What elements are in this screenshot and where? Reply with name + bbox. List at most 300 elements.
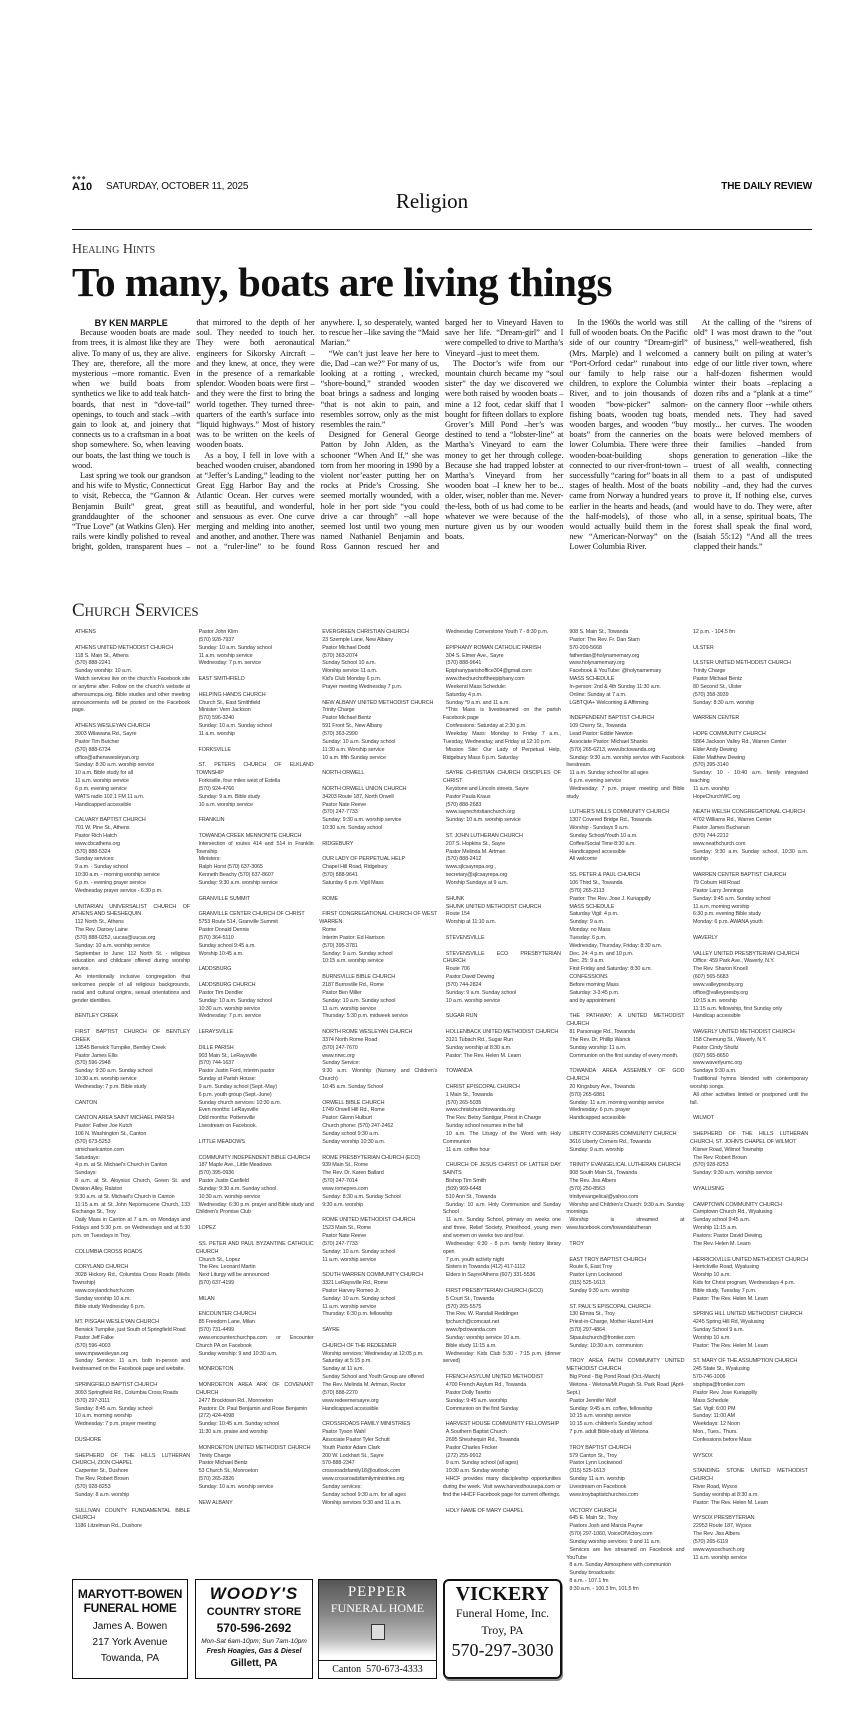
listing-line: Sisters in Towanda (412) 417-1112 — [445, 1264, 526, 1271]
listing-line: Communion on the first Sunday — [445, 1405, 519, 1412]
church-listing — [72, 1453, 190, 1500]
listing-line: (570) 395-3781 — [322, 942, 358, 949]
listing-line: (570) 363-2990 — [322, 730, 358, 737]
church-name: SS. PETER AND PAUL BYZANTINE CATHOLIC CHURCH — [195, 1240, 314, 1255]
listing-line: Route 154 — [445, 911, 470, 918]
listing-line: 10:15 a.m. worship service — [569, 1413, 631, 1420]
listing-line: Wednesday: 7 p.m. prayer meeting and Bible study — [566, 785, 685, 800]
listing-line: Sunday: 8:30 a.m. worship — [693, 699, 755, 706]
listing-line: (570) 395-3140 — [693, 762, 729, 769]
listing-line: Sunday school 9:30 a.m. for all ages — [322, 1491, 406, 1498]
listing-line: WATS radio 102.1 FM 11 a.m. — [75, 793, 145, 800]
church-name: Pastor John Klim — [198, 629, 238, 635]
listing-line: trinityevangelical@yahoo.com — [569, 1193, 639, 1200]
listing-line: (570) 673-5253 — [75, 1138, 111, 1145]
church-listing — [196, 762, 314, 809]
listing-line: office@athenswesleyan.org — [75, 754, 139, 761]
listing-line: 10:30 a.m. - morning worship service — [75, 872, 160, 879]
church-name: BURNSVILLE BIBLE CHURCH — [322, 974, 396, 981]
listing-line: Worship Sundays at 9 a.m. — [445, 880, 508, 886]
listing-line: 85 Freedom Lane, Milan — [198, 1319, 255, 1326]
listing-line: Sunday School 9 a.m. — [693, 1327, 744, 1334]
listing-line: (570) 888-5324 — [75, 848, 111, 855]
church-listing — [566, 715, 684, 801]
listing-line: Sunday: 9:30 a.m. Sunday school, 10:30 a.m. worship — [690, 848, 808, 863]
listing-line: www.encounterchurchpa.com or Encounter Church PA on Facebook — [195, 1334, 314, 1349]
directory-column — [319, 629, 437, 1515]
listing-line: Bible study, Tuesday 7 p.m. — [693, 1287, 757, 1294]
listing-line: (570) 928-8253 — [75, 1483, 111, 1490]
listing-line: Herrickville Road, Wyalusing — [693, 1264, 759, 1271]
listing-line: Sunday worship services: 9 and 11 a.m. — [569, 1538, 661, 1545]
listing-line: and by appointment — [569, 997, 615, 1004]
listing-line: Sunday School 10 a.m. — [322, 660, 376, 667]
listing-line: www.troybaptistchurches.com — [569, 1491, 638, 1498]
listing-line: The Rev. Leonard Martin — [198, 1264, 256, 1271]
listing-line: Pastor Ben Miller — [322, 989, 362, 996]
church-listing — [566, 1162, 684, 1233]
byline: BY KEN MARPLE — [94, 318, 168, 328]
listing-line: Sundays: — [75, 1170, 97, 1177]
directory-town-heading: WARREN CENTER — [693, 715, 740, 722]
listing-line: stsphipa@frontier.com — [693, 1382, 745, 1388]
listing-line: 645 E. Main St., Troy — [569, 1515, 618, 1522]
listing-line: 1186 Litzelman Rd., Dushore — [75, 1523, 142, 1530]
listing-line: Saturday: 3-3:45 p.m. — [569, 989, 620, 996]
listing-line: Thursday: 5:30 p.m. midweek service — [322, 1013, 408, 1020]
listing-line: (570) 888-2241 — [75, 660, 111, 667]
church-name: CROSSROADS FAMILY MINISTRIES — [322, 1421, 411, 1428]
listing-line: (570) 265-6119 — [693, 1538, 729, 1545]
directory-town-heading: MILAN — [198, 1295, 215, 1302]
listing-line: Sunday: 9 a.m. Sunday school — [322, 950, 393, 957]
listing-line: (570) 888-9641 — [445, 660, 482, 667]
listing-line: 2695 Sheshequin Rd., Towanda — [445, 1436, 520, 1443]
listing-line: (570) 247-7733 — [322, 1240, 358, 1247]
listing-line: (570) 637-4199 — [198, 1280, 235, 1287]
listing-line: Worship services 9:30 and 11 a.m. — [322, 1499, 402, 1506]
listing-line: (570) 265-2113 — [569, 887, 605, 894]
listing-line: Camptown Church Rd., Wyalusing — [693, 1209, 773, 1216]
listing-line: Kids for Christ program, Wednesdays 4 p.m. — [693, 1280, 795, 1287]
issue-date: SATURDAY, OCTOBER 11, 2025 — [106, 181, 249, 192]
ad-city: Gillett, PA — [230, 1658, 278, 1669]
article-paragraph: The Doctor’s wife from our mountain church became my “soul sister” the day we discovered we were both raised by wooden boats –mine a 12 foot, cedar skiff that I bought for fifteen dollars to explore Grover’s Mill Pond –her’s was destined to tend a “lobster-line” at Martha’s Vineyard to earn the money to get her through college. Because she had trapped lobster at Martha’s Vineyard from her wooden boat –I knew her to be... older, wiser, nobler than me. Never-the-less, both of us had come to be whatever we were because of the nurture given us by our wooden boats. — [444, 358, 564, 542]
listing-line: 6 p.m. youth group (Sept.-June) — [198, 1091, 272, 1098]
church-listing — [196, 982, 314, 1021]
church-name: HERRICKVILLE UNITED METHODIST CHURCH — [693, 1256, 808, 1263]
listing-line: A Southern Baptist Church — [445, 1429, 507, 1436]
listing-line: www.nrwc.org — [322, 1052, 355, 1059]
listing-line: 4 p.m. at St. Michael's Church in Canton — [75, 1162, 168, 1169]
listing-line: Saturday Vigil: 4 p.m. — [569, 911, 619, 918]
listing-line: (570) 364-5110 — [198, 934, 234, 941]
listing-line: 187 Maple Ave., Little Meadows — [198, 1162, 272, 1169]
church-listing — [319, 700, 437, 763]
listing-line: Dec. 25: 9 a.m. — [569, 958, 605, 965]
listing-line: 6 p.m. - evening prayer service — [75, 880, 146, 886]
church-listing — [690, 660, 808, 707]
listing-line: Sunday: 10 a.m. worship service — [75, 942, 150, 949]
church-listing — [690, 809, 808, 864]
listing-line: 79 Coburn Hill Road — [693, 880, 740, 886]
church-listing — [690, 1358, 808, 1444]
listing-line: 570-209-5668 — [569, 644, 602, 651]
ad-name: WOODY'S — [209, 1584, 299, 1603]
listing-line: Wetona - Wetona/Mt.Pisgah St. Park Road (April-Sept.) — [566, 1382, 685, 1396]
church-name: ULSTER UNITED METHODIST CHURCH — [693, 660, 791, 667]
church-name: WYSOX PRESBYTERIAN — [693, 1515, 755, 1522]
ad-vickery-funeral-home — [443, 1579, 562, 1679]
listing-line: 1 Main St., Towanda — [445, 1091, 493, 1098]
church-listing — [566, 1131, 684, 1155]
church-listing — [566, 809, 684, 864]
article-paragraph: In the 1960s the world was still full of wooden boats. On the Pacific side of our country “Dream-girl” (Mrs. Marple) and I welcomed a “Port-Orford cedar” runabout into our family to help raise our children, to explore the Columbia River, and to join thousands of wooden “bow-picker” salmon-fishing boats, wooden tug boats, wooden barges, and wooden “buy boats” from the canneries on the lower Columbia. There were three wooden-boat-building shops connected to our river-front-town –successfully “caring for” boats in all stages of health. Most of the boats came from Norway a hundred years earlier in the hearts and heads, (and the half-models), of those who would actually build them in the new “American-Norway” on the Lower Columbia River. — [569, 318, 688, 552]
listing-line: Elders in Sayre/Athens (607) 331-5536 — [445, 1272, 536, 1279]
listing-line: 591 Front St., New Albany — [322, 723, 383, 730]
directory-town-heading: SUGAR RUN — [445, 1013, 478, 1020]
listing-line: 2477 Brocktown Rd., Monroeton — [198, 1397, 274, 1404]
listing-line: Pastor Justin Ford, interim pastor — [198, 1068, 275, 1075]
article-headline: To many, boats are living things — [72, 259, 612, 305]
listing-line: 53 Church St., Monroeton — [198, 1468, 258, 1475]
listing-line: 10:30 a.m. worship service — [198, 1005, 261, 1012]
listing-line: The Rev. Melinda M. Artman, Rector — [322, 1382, 406, 1388]
church-name: LIBERTY CORNERS COMMUNITY CHURCH — [569, 1131, 677, 1137]
listing-line: 10 a.m. worship service — [445, 997, 501, 1004]
listing-line: The Rev. Helen M. Learn — [693, 1240, 751, 1247]
church-name: TROY AREA FAITH COMMUNITY UNITED METHODIST CHURCH — [566, 1358, 685, 1373]
listing-line: 10:30 a.m. Sunday school — [322, 825, 383, 832]
church-name: ATHENS WESLEYAN CHURCH — [75, 723, 151, 730]
church-name: CHURCH OF THE REDEEMER — [322, 1342, 397, 1349]
listing-line: 130 Elmira St., Troy — [569, 1311, 615, 1318]
listing-line: 10:15 a.m. worship service — [322, 958, 384, 965]
listing-line: Sundays 9:30 a.m. — [693, 1068, 737, 1075]
listing-line: Worship 10 a.m. — [693, 1334, 731, 1341]
listing-line: 7 p.m. youth activity night — [445, 1256, 504, 1263]
listing-line: Sunday: 9:30 a.m. worship service — [198, 880, 278, 886]
listing-line: 80 Second St., Ulster — [693, 683, 742, 690]
church-listing — [72, 723, 190, 809]
directory-town-heading: STEVENSVILLE — [445, 934, 485, 941]
church-name: SHUNK — [445, 895, 465, 902]
listing-line: 11:30 a.m. Worship service — [322, 746, 385, 753]
church-name: ORWELL BIBLE CHURCH — [322, 1099, 385, 1106]
listing-line: (570) 265-6213, www.ibctowanda.org — [569, 746, 656, 753]
listing-line: Pastor Harvey Romeo Jr. — [322, 1287, 381, 1294]
church-name: NORTH ROME WESLEYAN CHURCH — [322, 1029, 413, 1036]
listing-line: 11 a.m. worship service — [693, 1554, 747, 1561]
listing-line: Pastor Paula Kraus — [445, 793, 491, 800]
directory-town-heading: ULSTER — [693, 644, 714, 651]
listing-line: *This Mass is livestreamed on the parish Facebook page — [442, 707, 561, 722]
listing-line: (570) 744-1637 — [198, 1060, 235, 1067]
article-paragraph: “We can’t just leave her here to die, Dad –can we?” For many of us, looking at a rotting , wrecked, “shore-bound,” stranded wooden boat brings a sadness and longing “that is not akin to pain, and resembles sorrow, only as the mist resembles the rain.” — [320, 348, 439, 430]
church-name: CANTON AREA SAINT MICHAEL PARISH — [75, 1115, 174, 1122]
listing-line: MASS SCHEDULE — [569, 903, 615, 910]
ad-phone: 570-596-2692 — [216, 1621, 292, 1635]
listing-line: Pastor David Dewing — [445, 974, 495, 981]
church-listing — [319, 1217, 437, 1264]
listing-line: (570) 924-4766 — [198, 785, 235, 792]
ad-city: Towanda, PA — [100, 1653, 160, 1664]
church-listing — [443, 833, 561, 888]
church-name: HARVEST HOUSE COMMUNITY FELLOWSHIP — [445, 1421, 560, 1428]
listing-line: The Rev. Robert Brown — [693, 1154, 747, 1161]
listing-line: 3093 Springfield Rd., Columbia Cross Roads — [75, 1389, 179, 1396]
listing-line: LGBTQIA+ Welcoming & Affirming — [569, 699, 649, 706]
listing-line: Sat. Vigil: 6:00 PM — [693, 1405, 736, 1412]
listing-line: Sunday: 10 a.m. worship service — [198, 1483, 274, 1490]
directory-town-heading: LADDSBURG — [198, 966, 232, 973]
church-listing — [72, 1029, 190, 1092]
listing-line: Pastor: The Rev. Fr. Dan Stam — [569, 636, 640, 643]
listing-line: Daily Mass in Canton at 7 a.m. on Mondays and Fridays and 5:30 p.m. on Wednesdays and at 5:30 p.m. on Tuesdays in Troy. — [72, 1217, 190, 1239]
church-listing — [196, 1045, 314, 1131]
church-listing — [443, 1162, 561, 1280]
listing-line: (570) 265-6881 — [569, 1091, 605, 1098]
directory-town-heading: RIDGEBURY — [322, 840, 354, 847]
listing-line: 8 a.m. - 107.1 fm — [569, 1578, 609, 1585]
listing-line: 106 N. Washington St., Canton — [75, 1131, 147, 1137]
listing-line: (570) 731-4499 — [198, 1327, 235, 1334]
church-listing — [196, 1155, 314, 1218]
church-name: CHURCH OF JESUS CHRIST OF LATTER DAY SAINTS — [442, 1162, 561, 1177]
listing-line: 106 Third St., Towanda — [569, 880, 623, 886]
church-listing — [319, 911, 437, 966]
listing-line: Handicapped accessible — [569, 1115, 626, 1122]
listing-line: Thursday: 6:30 p.m. fellowship — [322, 1311, 393, 1318]
listing-line: Sunday: 9:30 a.m. worship service — [693, 1170, 773, 1177]
listing-line: Pastor Michael Bentz — [198, 1460, 248, 1467]
listing-line: Sunday Service: 11 a.m. both in-person and livestreamed on the Facebook page and website. — [72, 1358, 190, 1373]
listing-line: Wednesday: 7 p.m. prayer meeting — [75, 1421, 156, 1428]
listing-line: Trinity Charge — [322, 707, 355, 714]
church-listing — [443, 1508, 561, 1516]
church-listing — [196, 1241, 314, 1288]
listing-line: Pastor Lynn Lockwood — [569, 1272, 622, 1279]
listing-line: Odd months: Pottersville — [198, 1115, 255, 1122]
listing-line: (570) 888-2270 — [322, 1389, 358, 1396]
church-name: EPIPHANY ROMAN CATHOLIC PARISH — [445, 644, 542, 651]
listing-line: Church St., Lopez — [198, 1256, 241, 1263]
listing-line: 11 a.m. coffee hour — [445, 1146, 490, 1153]
listing-line: 4700 French Asylum Rd., Towanda — [445, 1382, 527, 1388]
directory-town-heading: GRANVILLE SUMMIT — [198, 895, 251, 902]
church-listing — [72, 1319, 190, 1374]
church-listing — [319, 1421, 437, 1507]
listing-line: Sunday School/Youth 10 a.m. — [569, 832, 638, 839]
church-name: 12 p.m. - 104.5 fm — [693, 629, 735, 635]
church-listing — [443, 770, 561, 825]
church-name: LADDSBURG CHURCH — [198, 981, 256, 988]
listing-line: 10 a.m. Bible study for all — [75, 770, 133, 777]
listing-line: Pastor Nate Reeve — [322, 1232, 367, 1239]
church-listing — [566, 1508, 684, 1594]
listing-line: 3121 Tubach Rd., Sugar Run — [445, 1036, 514, 1043]
listing-line: 10:30 a.m. worship service — [75, 1076, 137, 1083]
tree-logo-icon — [371, 1624, 385, 1640]
church-name: Wednesday Cornerstone Youth 7 - 8:30 p.m. — [445, 629, 548, 635]
listing-line: (570) 928-7937 — [198, 636, 235, 643]
listing-line: Pastor Cindy Shultz — [693, 1044, 739, 1051]
listing-line: Weekday Mass: Monday to Friday 7 a.m., Tuesday, Wednesday, and Friday at 12:10 p.m. — [442, 730, 561, 745]
listing-line: Sunday at 11 a.m. — [322, 1366, 364, 1373]
listing-line: Sunday worship 10:30 a.m. — [322, 1138, 386, 1145]
church-name: ST. MARY OF THE ASSUMPTION CHURCH — [693, 1358, 798, 1365]
church-name: HOLLENBACK UNITED METHODIST CHURCH — [445, 1029, 559, 1036]
directory-town-heading: LITTLE MEADOWS — [198, 1138, 245, 1145]
listing-line: The Rev. Jiss Albers — [693, 1531, 740, 1538]
listing-line: 11 a.m. worship service — [75, 778, 129, 785]
directory-town-heading: CANTON — [75, 1099, 98, 1106]
church-name: FIRST CONGREGATIONAL CHURCH OF WEST WARREN — [319, 911, 438, 926]
listing-line: Lead Pastor: Eddie Newton — [569, 730, 633, 737]
listing-line: 207 S. Hopkins St., Sayre — [445, 840, 506, 847]
listing-line: 304 S. Elmer Ave., Sayre — [445, 652, 504, 659]
listing-line: (570) 297-3111 — [75, 1397, 110, 1404]
listing-line: Pastor James Buchanan — [693, 825, 750, 832]
listing-line: Sunday 9:30 a.m. worship — [569, 1287, 630, 1294]
church-listing — [690, 731, 808, 802]
listing-line: Online: Sunday at 7 a.m. — [569, 691, 627, 698]
listing-line: Bible study 11:15 a.m. — [445, 1342, 497, 1349]
church-name: HOLY NAME OF MARY CHAPEL — [445, 1507, 524, 1514]
listing-line: Chapel Hill Road, Ridgebury — [322, 864, 388, 871]
listing-line: Sunday: 10 a.m. Sunday school — [322, 997, 396, 1004]
listing-line: 3321 LeRaysville Rd., Rome — [322, 1280, 388, 1287]
listing-line: 22953 Route 187, Wysox — [693, 1523, 752, 1530]
listing-line: Sunday school 9:30 a.m. — [322, 1131, 380, 1137]
listing-line: Sunday: 8:45 a.m. Sunday school — [75, 1405, 153, 1412]
listing-line: 9 a.m. - Sunday school — [75, 864, 128, 871]
listing-line: Carpenter St., Dushore — [75, 1468, 129, 1475]
church-listing — [566, 1445, 684, 1500]
listing-line: 1749 Orwell Hill Rd., Rome — [322, 1107, 385, 1114]
listing-line: Sunday school 9:45 a.m. — [693, 1217, 751, 1224]
listing-line: Sunday church services: 10:30 a.m. — [198, 1099, 281, 1106]
listing-line: (570) 888-2412 — [445, 856, 482, 863]
directory-town-heading: NORTH ORWELL — [322, 770, 365, 777]
article-paragraph: Because wooden boats are made from trees, it is almost like they are alive. To many of us, they are alive. They are, therefore, all the more mysterious --more romantic. Even when we build boats from synthetics we like to add teak hatch-boards, that nest in “dove-tail” openings, to touch and stack –with gain to look at, and joinery that connects us to a craftsman in a boat shop somewhere. So, when leaving our boats, the last thing we touch is wood. — [72, 328, 191, 470]
listing-line: Wednesday, Thursday, Friday: 8:30 a.m. — [569, 942, 662, 949]
listing-line: (570) 395-0936 — [198, 1170, 235, 1177]
listing-line: (570) 358-3939 — [693, 691, 729, 698]
listing-line: Sunday Service: — [322, 1060, 360, 1067]
listing-line: 3374 North Rome Road — [322, 1036, 378, 1043]
directory-town-heading: TOWANDA — [445, 1068, 473, 1075]
listing-line: www.valleypresby.org — [693, 981, 743, 988]
listing-line: Church St., East Smithfield — [198, 699, 261, 706]
listing-line: 6:30 p.m. evening Bible study — [693, 911, 761, 918]
listing-line: (570) 928-8253 — [693, 1162, 729, 1169]
listing-line: Sunday: 9:30 a.m. Sunday school — [198, 1185, 277, 1192]
listing-line: Sunday: 9 a.m. worship — [569, 1146, 624, 1153]
listing-line: Pastors Josh and Marcia Payne — [569, 1523, 643, 1530]
listing-line: Saturday at 5:15 p.m. — [322, 1358, 372, 1365]
listing-line: Interim Pastor: Ed Harrison — [322, 934, 385, 941]
listing-line: (570) 363-2074 — [322, 652, 358, 659]
listing-line: 10 a.m. morning worship — [75, 1413, 132, 1420]
listing-line: Pastor Melinda M. Artman — [445, 848, 506, 855]
listing-line: Trinity Charge — [198, 1452, 231, 1459]
church-listing — [443, 1288, 561, 1366]
listing-line: September to June: 112 North St. - religious education and childcare offered during worship service. — [72, 950, 190, 973]
directory-column — [196, 629, 314, 1515]
church-name: DILLE PARISH — [198, 1044, 234, 1051]
listing-line: Ministers: — [198, 856, 221, 863]
directory-town-heading: SAYRE — [322, 1327, 340, 1334]
church-listing — [690, 1515, 808, 1562]
listing-line: Handicapped accessible — [322, 1405, 379, 1412]
listing-line: 701 W. Pine St., Athens — [75, 825, 130, 832]
listing-line: Office: 459 Park Ave., Waverly, N.Y. — [693, 958, 775, 965]
listing-line: The Rev. Jiss Albers — [569, 1178, 617, 1185]
church-name: TOWANDA AREA ASSEMBLY OF GOD CHURCH — [566, 1068, 685, 1083]
listing-line: CONFESSIONS — [569, 974, 608, 981]
listing-line: Wednesday: 7 p.m. service — [198, 660, 262, 667]
ad-name: MARYOTT-BOWEN — [77, 1587, 183, 1601]
church-name: 908 S. Main St., Towanda — [569, 629, 629, 635]
church-name: VICTORY CHURCH — [569, 1507, 617, 1514]
church-name: COMMUNITY INDEPENDENT BIBLE CHURCH — [198, 1154, 311, 1161]
listing-line: www.crossroadsfamilyministries.org — [322, 1476, 405, 1483]
ad-phone: 570-297-3030 — [451, 1640, 554, 1660]
church-listing — [319, 1100, 437, 1147]
church-listing — [319, 974, 437, 1021]
church-name: FIRST PRESBYTERIAN CHURCH (ECO) — [445, 1287, 543, 1294]
church-name: HOPE COMMUNITY CHURCH — [693, 730, 766, 737]
church-name: CORYLAND CHURCH — [75, 1264, 129, 1271]
listing-line: 11 a.m. worship — [693, 785, 730, 792]
listing-line: Pastor Tyson Wahl — [322, 1429, 366, 1436]
listing-line: Sunday: 8:30 a.m. Sunday School — [322, 1193, 401, 1200]
listing-line: HHCF provides many discipleship opportunities during the week. Visit www.harvesthousepa.com or find the HHCF Facebook page for current offerings. — [442, 1476, 561, 1498]
listing-line: Sunday services: — [322, 1483, 362, 1490]
listing-line: Sunday: 9 a.m. — [569, 919, 605, 926]
listing-line: Handicap accessible — [693, 1013, 741, 1020]
directory-town-heading: LOPEZ — [198, 1225, 216, 1232]
listing-line: fatherdan@holynamemary.org — [569, 652, 640, 659]
listing-line: 8 a.m. Sunday Atmosphere with communion — [569, 1562, 671, 1569]
listing-line: 109 Cherry St., Towanda — [569, 723, 627, 730]
listing-line: (570) 297-4864 — [569, 1327, 605, 1334]
listing-line: secretary@sjlcsayrepa.org — [445, 872, 508, 879]
listing-line: 908 South Main St., Towanda — [569, 1170, 638, 1177]
listing-line: 200 W. Lockhart St., Sayre — [322, 1452, 384, 1459]
listing-line: 3616 Liberty Corners Rd., Towanda — [569, 1138, 651, 1145]
directory-town-heading: EAST SMITHFIELD — [198, 676, 245, 683]
listing-line: Sunday *9 a.m. and 11 a.m. — [445, 699, 510, 706]
church-listing — [690, 1029, 808, 1107]
listing-line: www.corylandchurch.com — [75, 1287, 134, 1294]
church-listing — [566, 1358, 684, 1436]
listing-line: 9:30 a.m. Worship (Nursery and Children's Church) — [319, 1068, 438, 1083]
ad-hours: Mon-Sat 6am-10pm; Sun 7am-10pm — [201, 1638, 307, 1645]
listing-line: Route 706 — [445, 966, 470, 973]
church-name: OUR LADY OF PERPETUAL HELP — [322, 856, 405, 863]
listing-line: Sunday: 9:45 a.m. coffee, fellowship — [569, 1405, 653, 1412]
listing-line: 8:30 a.m. - 100.3 fm, 101.5 fm — [569, 1585, 639, 1592]
listing-line: All other activities limited or postponed until the fall. — [690, 1091, 808, 1106]
church-name: FRENCH ASYLUM UNITED METHODIST — [445, 1374, 544, 1381]
church-name: TROY BAPTIST CHURCH — [569, 1444, 632, 1451]
listing-line: 9 a.m. Sunday school (Sept.-May) — [198, 1083, 277, 1090]
listing-line: Worship 10 a.m. — [693, 1272, 731, 1279]
church-name: SAYRE CHRISTIAN CHURCH DISCIPLES OF CHRIST — [442, 770, 561, 785]
church-name: MONROETON AREA ARK OF COVENANT CHURCH — [195, 1382, 314, 1396]
